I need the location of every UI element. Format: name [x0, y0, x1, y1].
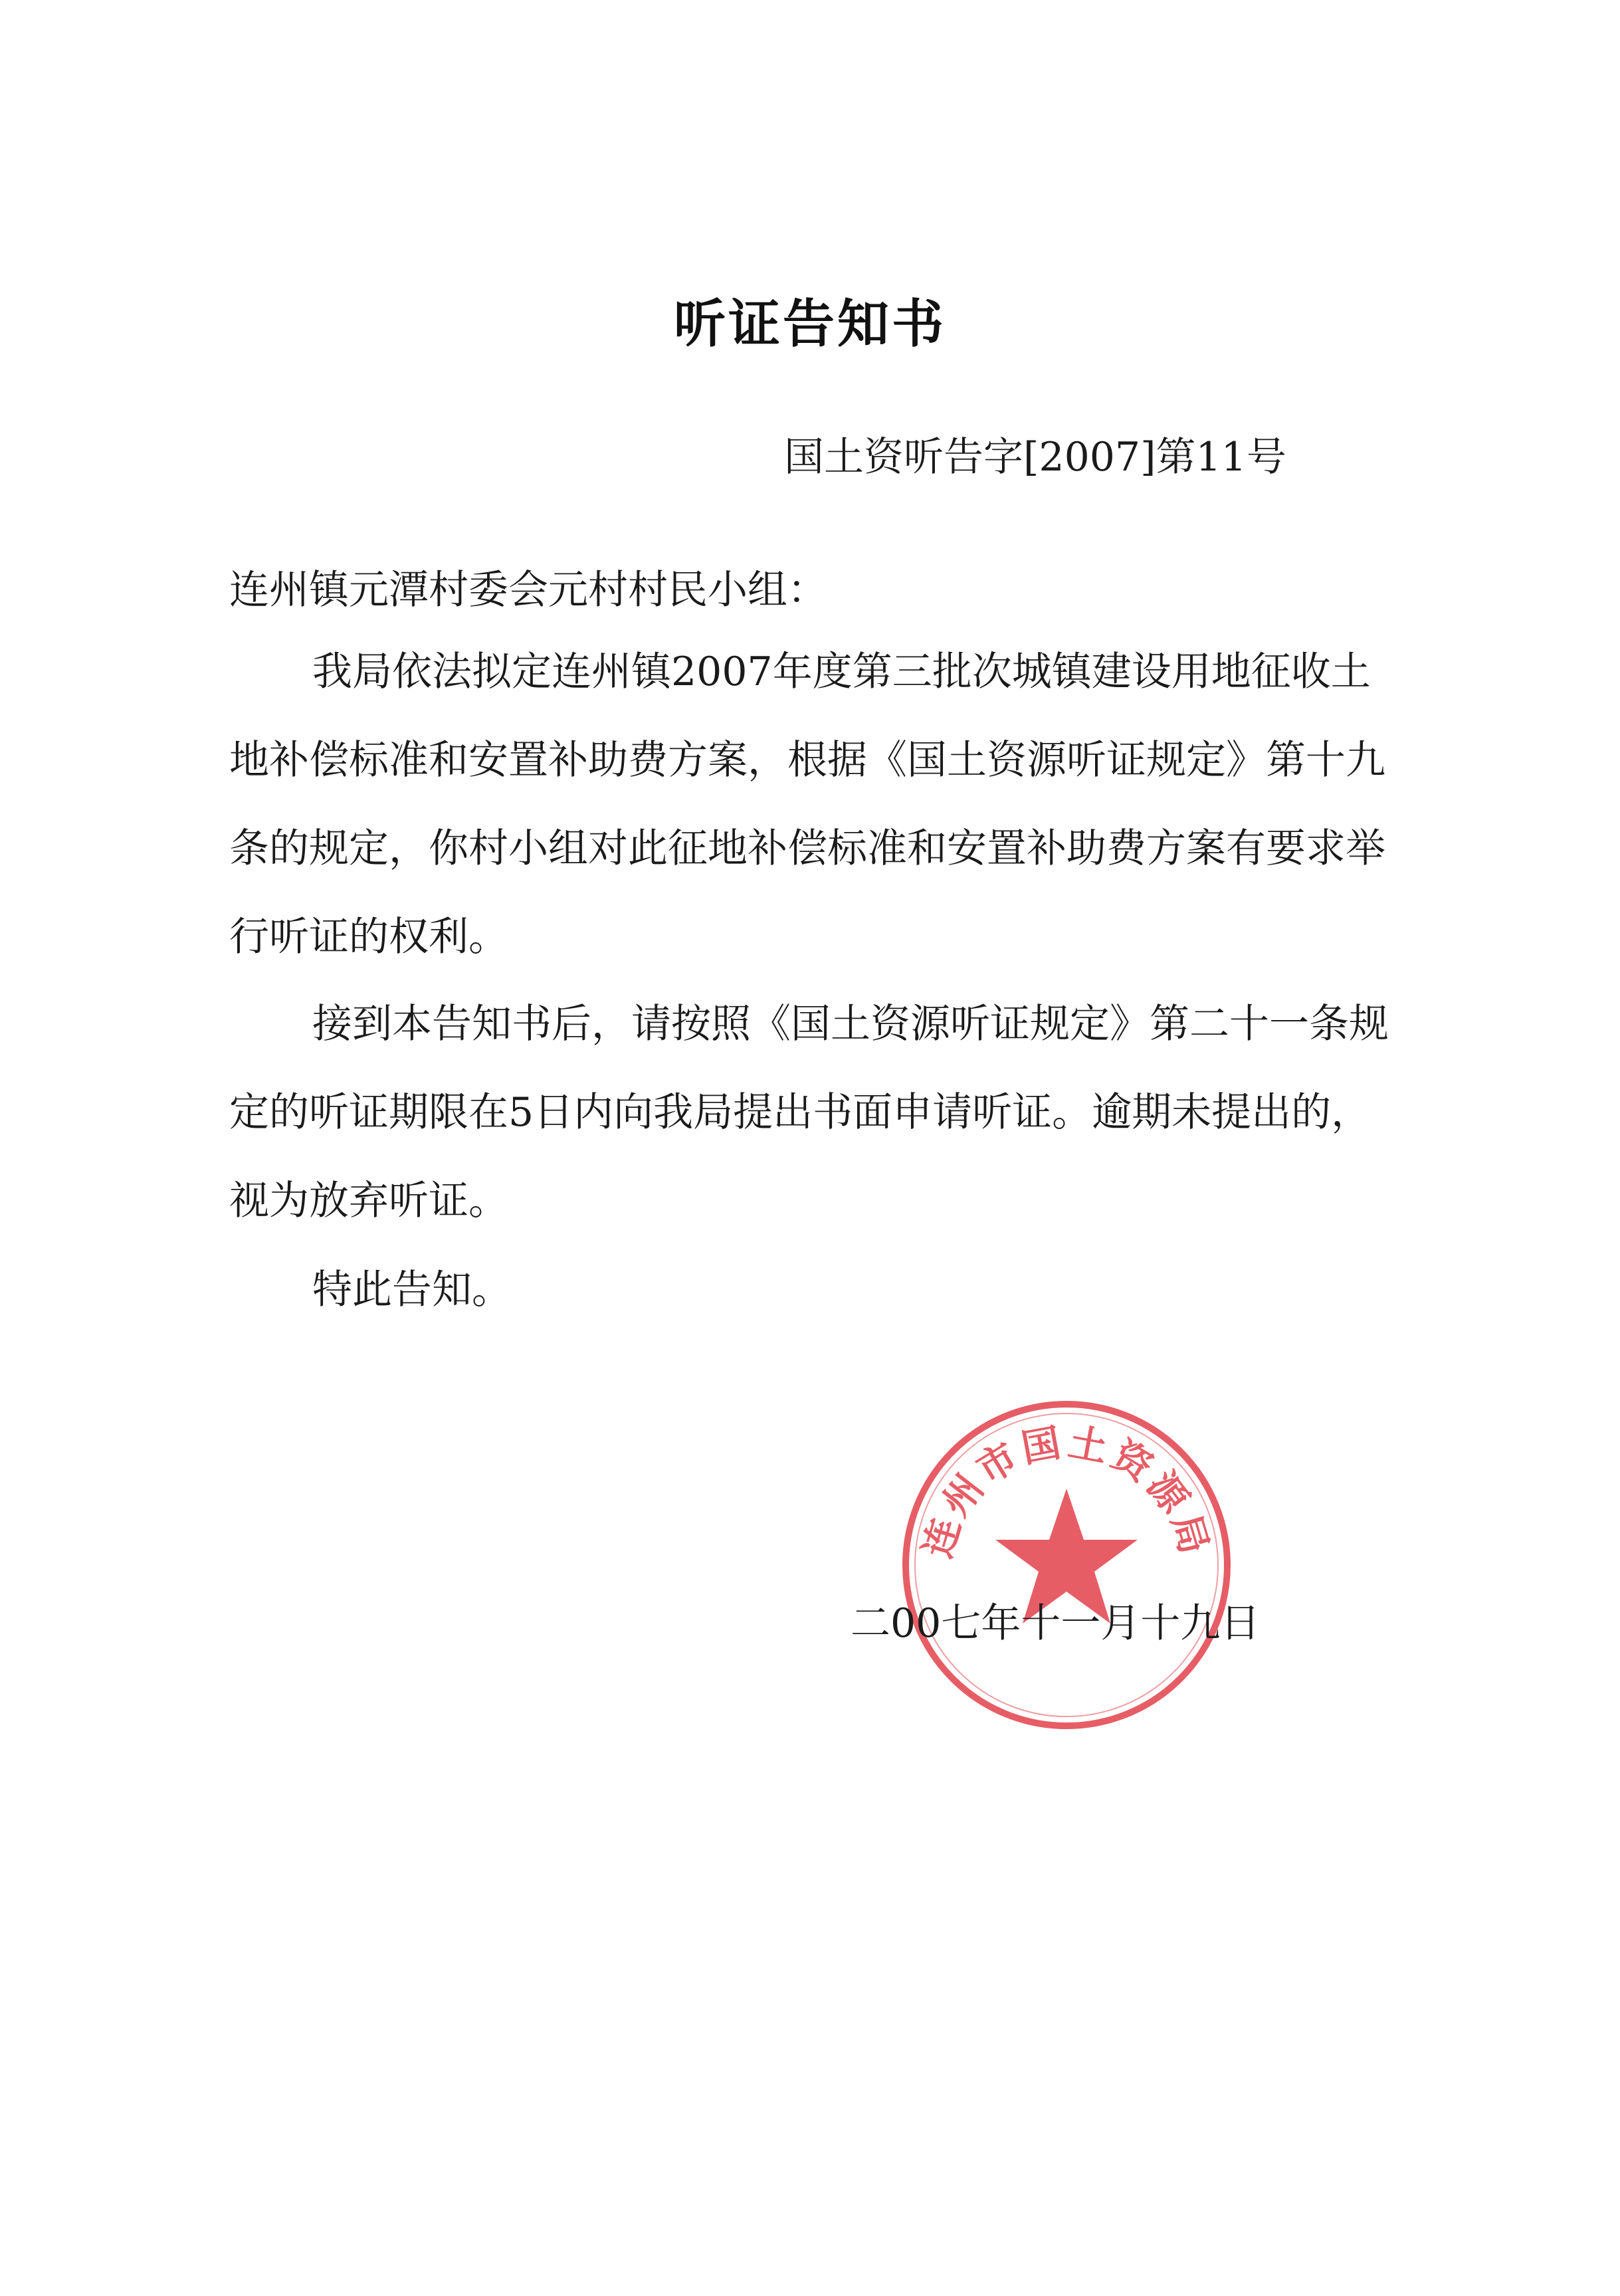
body-paragraph-2: 接到本告知书后，请按照《国土资源听证规定》第二十一条规定的听证期限在5日内向我局提出书面申请听证。逾期未提出的，视为放弃听证。: [229, 1001, 1389, 1224]
official-seal: [894, 1392, 1239, 1738]
addressee: 连州镇元潭村委会元村村民小组：: [229, 567, 827, 613]
closing-paragraph: 特此告知。: [312, 1267, 512, 1313]
document-title: 听证告知书: [673, 294, 946, 354]
svg-text:连州市国土资源局: 连州市国土资源局: [914, 1419, 1219, 1563]
issue-date: 二00七年十一月十九日: [851, 1600, 1261, 1647]
document-number: 国土资听告字[2007]第11号: [784, 434, 1286, 480]
body-paragraph-1: 我局依法拟定连州镇2007年度第三批次城镇建设用地征收土地补偿标准和安置补助费方案，根据《国土资源听证规定》第十九条的规定，你村小组对此征地补偿标准和安置补助费方案有要求举行听证的权利。: [229, 649, 1385, 960]
